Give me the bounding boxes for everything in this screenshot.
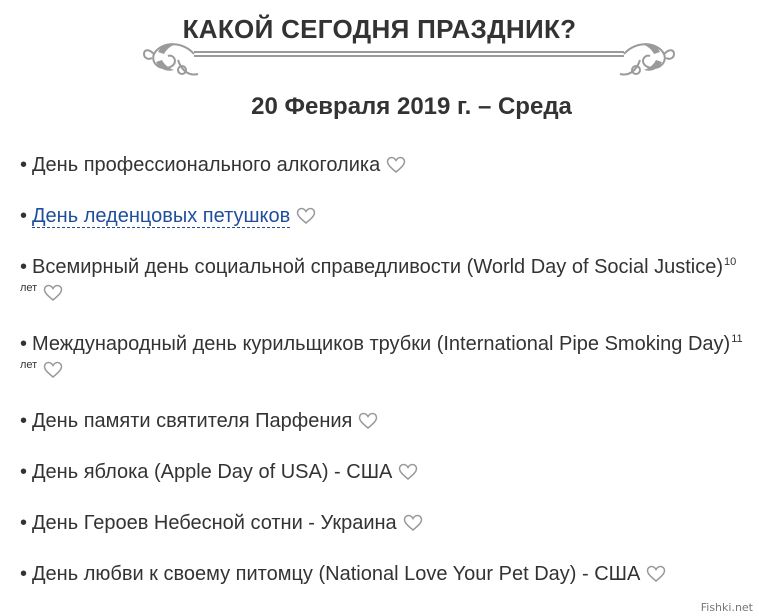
years-count: 11 лет <box>20 333 743 371</box>
holiday-name: Международный день курильщиков трубки (International Pipe Smoking Day) <box>32 333 731 355</box>
holiday-link[interactable]: День леденцовых петушков <box>32 205 291 227</box>
date-heading: 20 Февраля 2019 г. – Среда <box>251 93 572 120</box>
decorative-flourish-icon <box>142 38 676 80</box>
bullet: • <box>20 410 28 432</box>
bullet: • <box>20 205 28 227</box>
holiday-name: День яблока (Apple Day of USA) - США <box>32 461 393 483</box>
bullet: • <box>20 512 28 534</box>
holiday-list <box>20 152 745 612</box>
years-count: 10 лет <box>20 256 737 294</box>
heart-outline-icon[interactable] <box>296 206 316 224</box>
holiday-name: День памяти святителя Парфения <box>32 410 353 432</box>
holiday-name: День профессионального алкоголика <box>32 154 381 176</box>
heart-outline-icon[interactable] <box>403 513 423 531</box>
holiday-item <box>20 510 745 536</box>
watermark: Fishki.net <box>700 601 753 614</box>
holiday-name: День любви к своему питомцу (National Love Your Pet Day) - США <box>32 563 641 585</box>
page-title: КАКОЙ СЕГОДНЯ ПРАЗДНИК? <box>182 14 577 44</box>
holiday-item <box>20 203 745 229</box>
heart-outline-icon[interactable] <box>398 462 418 480</box>
heart-outline-icon[interactable] <box>43 283 63 301</box>
holiday-name: День Героев Небесной сотни - Украина <box>32 512 397 534</box>
bullet: • <box>20 563 28 585</box>
holiday-item <box>20 331 745 383</box>
heart-outline-icon[interactable] <box>358 411 378 429</box>
holiday-item <box>20 408 745 434</box>
bullet: • <box>20 256 28 278</box>
bullet: • <box>20 333 28 355</box>
holiday-name: Всемирный день социальной справедливости (World Day of Social Justice) <box>32 256 724 278</box>
heart-outline-icon[interactable] <box>43 360 63 378</box>
heart-outline-icon[interactable] <box>386 155 406 173</box>
bullet: • <box>20 461 28 483</box>
holiday-item <box>20 561 745 587</box>
holiday-item <box>20 459 745 485</box>
holiday-item <box>20 152 745 178</box>
holiday-item <box>20 254 745 306</box>
heart-outline-icon[interactable] <box>646 564 666 582</box>
bullet: • <box>20 154 28 176</box>
